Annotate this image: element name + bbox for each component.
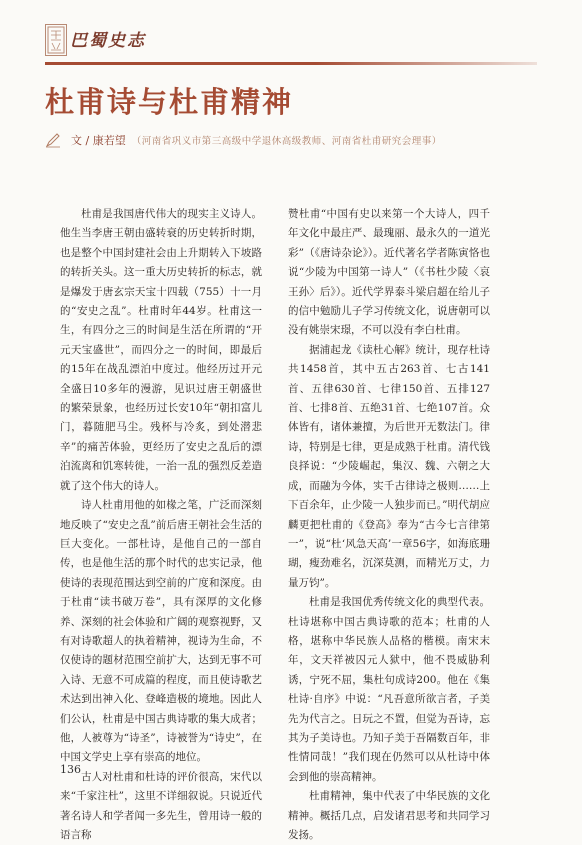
author-affiliation: （河南省巩义市第三高级中学退休高级教师、河南省杜甫研究会理事） [131, 136, 442, 147]
author: 文 / 康若望 [71, 134, 126, 147]
article-title: 杜甫诗与杜甫精神 [45, 85, 294, 119]
paragraph: 古人对杜甫和杜诗的评价很高，宋代以来“千家注杜”，这里不详细叙说。只说近代著名诗人和学者闻一多先生，曾用诗一般的语言称 [60, 770, 262, 841]
header-rule [45, 62, 537, 65]
seal-icon [47, 26, 65, 54]
byline [45, 132, 565, 148]
paragraph: 杜甫是我国唐代伟大的现实主义诗人。他生当李唐王朝由盛转衰的历史转折时期，也是整个中国封建社会由上升期转入下坡路的转折关头。这一重大历史转折的标志，就是爆发于唐玄宗天宝十四载（755）十一月的“安史之乱”。杜甫时年44岁。杜甫这一生，有四分之三的时间是生活在所谓的“开元天宝盛世”，而四分之一的时间，即最后的15年在战乱漂泊中度过。他经历过开元全盛日10多年的漫游，见识过唐王朝盛世的繁荣景象，也经历过长安10年“朝扣富儿门，暮随肥马尘。残杯与冷炙，到处潜悲辛”的痛苦体验，更经历了安史之乱后的漂泊流离和饥寒转徙，一治一乱的强烈反差造就了这个伟大的诗人。 [60, 208, 262, 492]
pen-icon [45, 132, 61, 148]
paragraph: 杜甫精神，集中代表了中华民族的文化精神。概括几点，启发诸君思考和共同学习发扬。 [288, 790, 490, 841]
seal-stamp-logo [45, 24, 67, 56]
paragraph: 赞杜甫“中国有史以来第一个大诗人，四千年文化中最庄严、最瑰丽、最永久的一道光彩”（《唐诗杂论》）。近代著名学者陈寅恪也说“少陵为中国第一诗人”（《书杜少陵〈哀王孙〉后》）。近代学界泰斗梁启超在给儿子的信中勉励儿子学习传统文化，说唐朝可以没有姚崇宋璟，不可以没有李白杜甫。 [288, 208, 490, 337]
paragraph: 杜甫是我国优秀传统文化的典型代表。杜诗堪称中国古典诗歌的范本；杜甫的人格，堪称中华民族人品格的楷模。南宋末年，文天祥被囚元人狱中，他不畏威胁利诱，宁死不屈，集杜句成诗200。他在《集杜诗·自序》中说：“凡吾意所欲言者，子美先为代言之。日玩之不置，但觉为吾诗，忘其为子美诗也。乃知子美于吾隔数百年，非性情同哉！”我们现在仍然可以从杜诗中体会到他的崇高精神。 [288, 596, 490, 783]
paragraph: 诗人杜甫用他的如椽之笔，广泛而深刻地反映了“安史之乱”前后唐王朝社会生活的巨大变化。一部杜诗，是他自己的一部自传，也是他生活的那个时代的忠实记录，他使诗的表现范围达到空前的广度和深度。由于杜甫“读书破万卷”，具有深厚的文化修养、深刻的社会体验和广阔的观察视野，又有对诗歌超人的执着精神，视诗为生命，不仅使诗的题材范围空前扩大，达到无事不可入诗、无意不可成篇的程度，而且使诗歌艺术达到出神入化、登峰造极的境地。因此人们公认，杜甫是中国古典诗歌的集大成者；他，人被尊为“诗圣”，诗被誉为“诗史”，在中国文学史上享有崇高的地位。 [60, 499, 262, 764]
page-number: 136 [60, 763, 81, 776]
body-column-left [60, 205, 262, 845]
column-name: 巴蜀史志 [70, 31, 146, 51]
body-column-right [288, 205, 490, 845]
paragraph: 据浦起龙《读杜心解》统计，现存杜诗共1458首，其中五古263首、七古141首、五律630首、七律150首、五排127首、七排8首、五绝31首、七绝107首。众体皆有，诸体兼擅，为后世开无数法门。律诗，特别是七律，更是成熟于杜甫。清代钱良择说：“少陵崛起，集汉、魏、六朝之大成，而融为今体，实千古律诗之极则……上下百余年，止少陵一人独步而已。”明代胡应麟更把杜甫的《登高》奉为“古今七言律第一”，说“杜‘风急天高’一章56字，如海底珊瑚，瘦劲难名，沉深莫测，而精光万丈，力量万钧”。 [288, 343, 490, 589]
